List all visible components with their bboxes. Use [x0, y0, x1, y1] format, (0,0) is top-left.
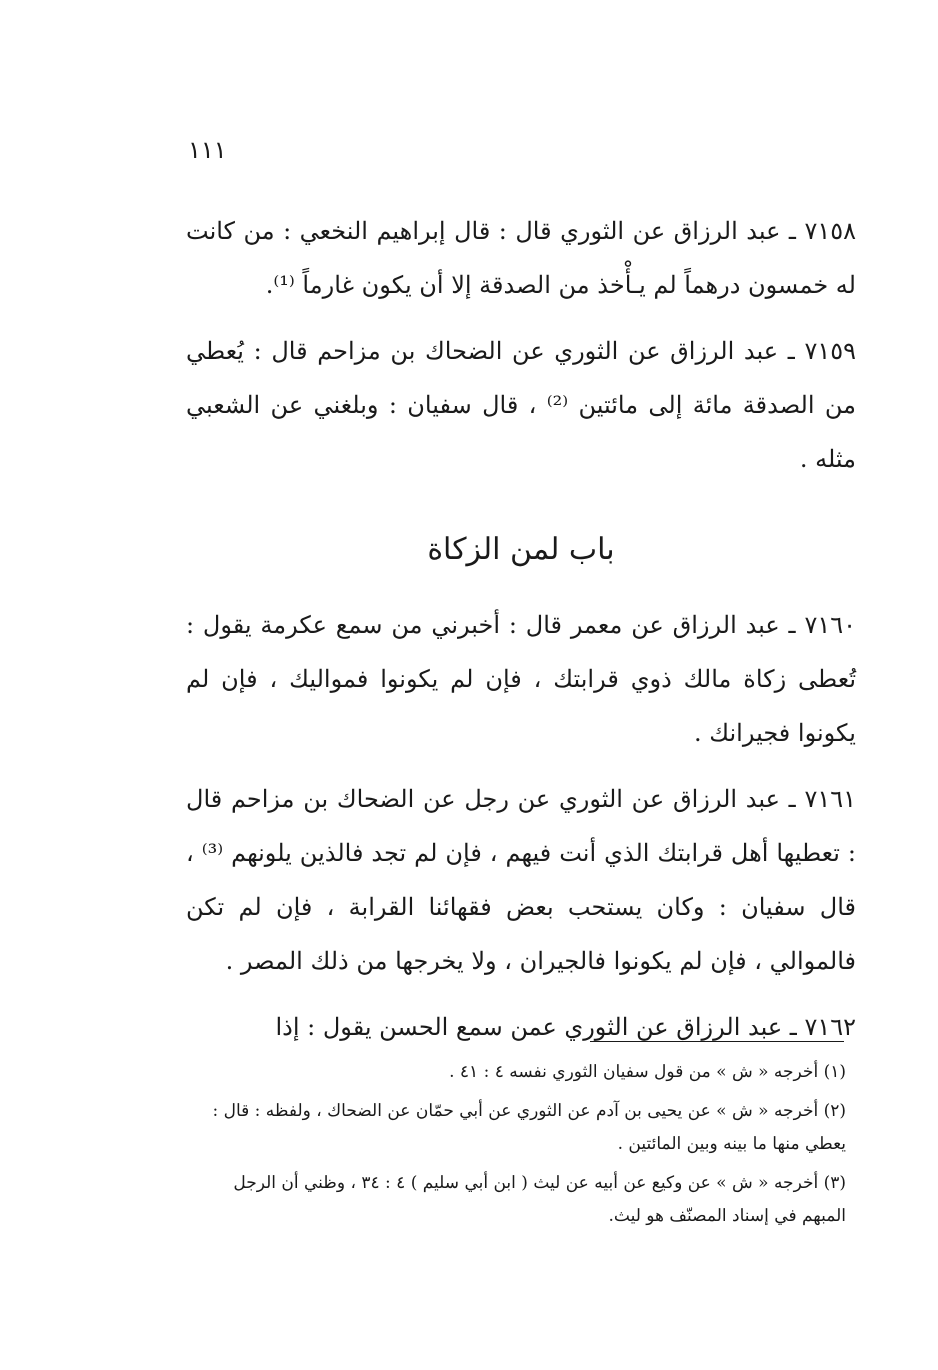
footnote-2: (٢) أخرجه « ش » عن يحيى بن آدم عن الثوري عن أبي حمّان عن الضحاك ، ولفظه : قال : يعطي منها ما بينه وبين المائتين . — [212, 1101, 846, 1154]
hadith-block-7160-7162 — [186, 598, 856, 1054]
hadith-7158: ٧١٥٨ ـ عبد الرزاق عن الثوري قال : قال إبراهيم النخعي : من كانت له خمسون درهماً لم يـأْخذ من الصدقة إلا أن يكون غارماً ⁽¹⁾. — [186, 217, 856, 299]
footnote-1: (١) أخرجه « ش » من قول سفيان الثوري نفسه ٤ : ٤١ . — [449, 1062, 846, 1082]
footnote-3: (٣) أخرجه « ش » عن وكيع عن أبيه عن ليث ( ابن أبي سليم ) ٤ : ٣٤ ، وظني أن الرجل المبهم في إسناد المصنّف هو ليث. — [233, 1173, 846, 1226]
hadith-7160: ٧١٦٠ ـ عبد الرزاق عن معمر قال : أخبرني من سمع عكرمة يقول : تُعطى زكاة مالك ذوي قرابتك ، فإن لم يكونوا فمواليك ، فإن لم يكونوا فجيرانك . — [186, 611, 856, 747]
hadith-7159: ٧١٥٩ ـ عبد الرزاق عن الثوري عن الضحاك بن مزاحم قال : يُعطي من الصدقة مائة إلى مائتين ⁽²⁾ ، قال سفيان : وبلغني عن الشعبي مثله . — [186, 337, 857, 473]
page-number: ١١١ — [188, 136, 227, 164]
hadith-7162: ٧١٦٢ ـ عبد الرزاق عن الثوري عمن سمع الحسن يقول : إذا — [275, 1013, 856, 1041]
chapter-heading: باب لمن الزكاة — [427, 532, 615, 567]
footnotes — [186, 1056, 846, 1239]
footnote-divider — [590, 1041, 844, 1042]
hadith-block-7158-7159 — [186, 204, 856, 486]
hadith-7161: ٧١٦١ ـ عبد الرزاق عن الثوري عن رجل عن الضحاك بن مزاحم قال : تعطيها أهل قرابتك الذي أنت فيهم ، فإن لم تجد فالذين يلونهم ⁽³⁾ ، قال سفيان : وكان يستحب بعض فقهائنا القرابة ، فإن لم تكن فالموالي ، فإن لم يكونوا فالجيران ، ولا يخرجها من ذلك المصر . — [186, 785, 856, 975]
